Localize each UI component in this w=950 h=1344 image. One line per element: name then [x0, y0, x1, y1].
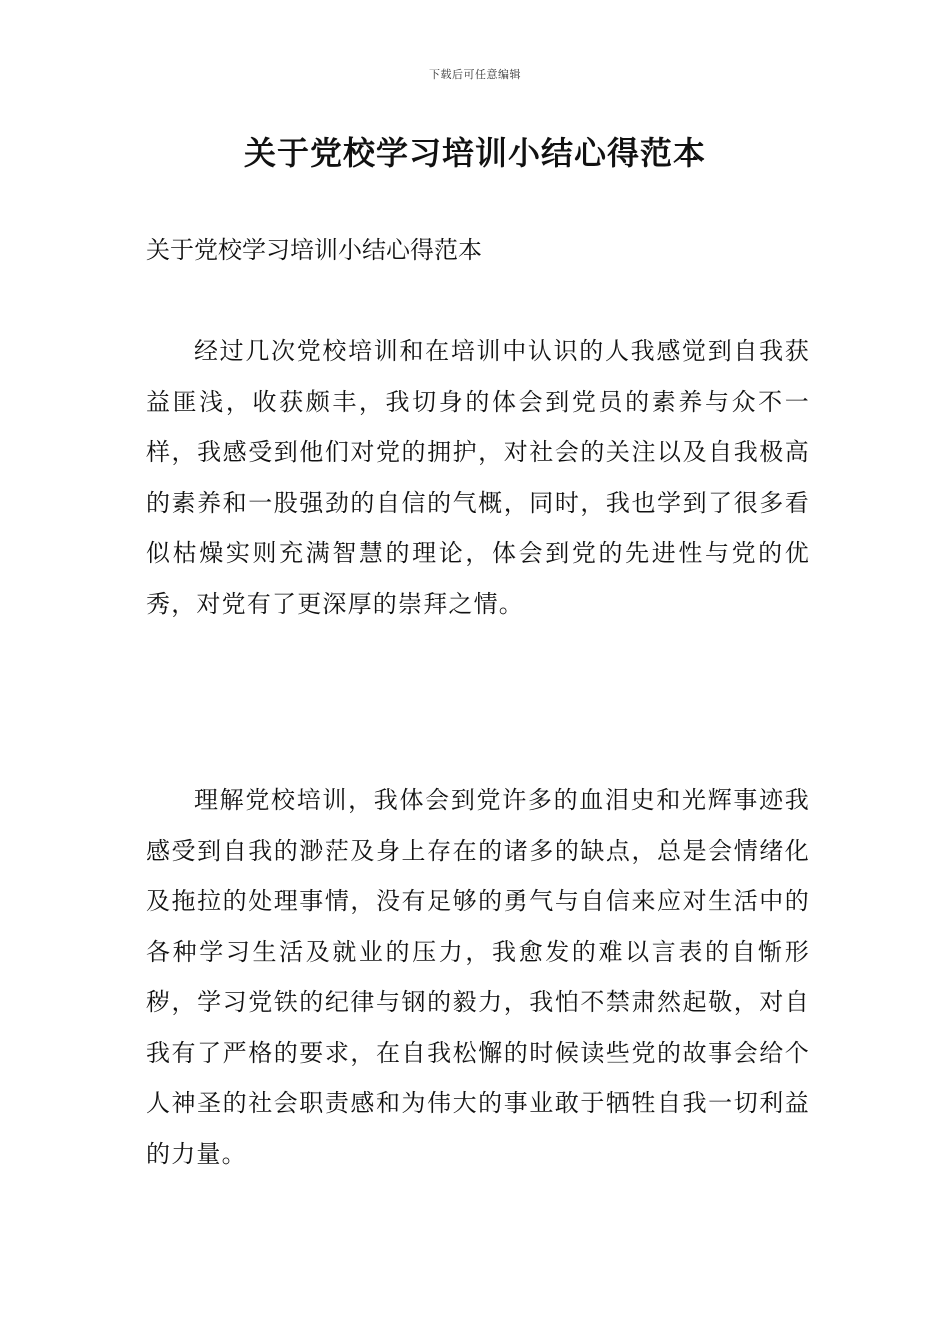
document-title: 关于党校学习培训小结心得范本 — [243, 134, 706, 172]
header-note: 下载后可任意编辑 — [429, 68, 521, 81]
document-subtitle: 关于党校学习培训小结心得范本 — [146, 236, 482, 264]
body-paragraph-2: 理解党校培训，我体会到党许多的血泪史和光辉事迹我感受到自我的渺茫及身上存在的诸多的缺点，总是会情绪化及拖拉的处理事情，没有足够的勇气与自信来应对生活中的各种学习生活及就业的压力，我愈发的难以言表的自惭形秽，学习党铁的纪律与钢的毅力，我怕不禁肃然起敬，对自我有了严格的要求，在自我松懈的时候读些党的故事会给个人神圣的社会职责感和为伟大的事业敢于牺牲自我一切利益的力量。 — [146, 786, 810, 1168]
body-paragraph-1: 经过几次党校培训和在培训中认识的人我感觉到自我获益匪浅，收获颇丰，我切身的体会到党员的素养与众不一样，我感受到他们对党的拥护，对社会的关注以及自我极高的素养和一股强劲的自信的气概，同时，我也学到了很多看似枯燥实则充满智慧的理论，体会到党的先进性与党的优秀，对党有了更深厚的崇拜之情。 — [146, 337, 810, 618]
